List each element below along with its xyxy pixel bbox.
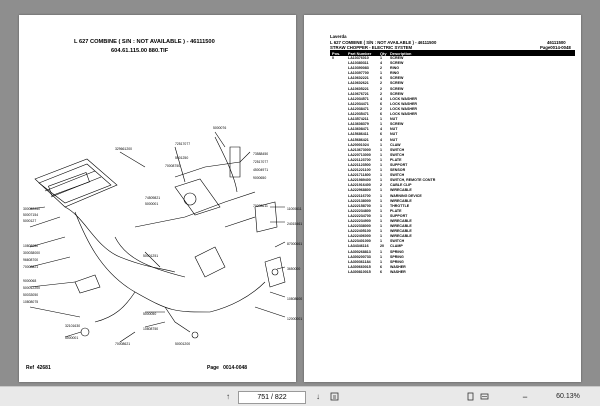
row-part-number: LA12035471: [348, 112, 369, 117]
row-part-number: LA12038471: [348, 106, 369, 111]
svg-text:50033050: 50033050: [23, 293, 39, 297]
row-qty: 1: [380, 162, 382, 167]
row-part-number: LA13608471: [348, 127, 369, 132]
row-part-number: LA10380311: [348, 61, 369, 66]
row-description: NUT: [390, 117, 398, 122]
page-number-box[interactable]: [238, 391, 306, 404]
svg-text:9000650: 9000650: [253, 176, 267, 180]
fit-width-icon[interactable]: [478, 387, 490, 406]
row-description: SCREW: [390, 86, 404, 91]
row-qty: 2: [380, 66, 382, 71]
row-qty: 1: [380, 224, 382, 229]
row-description: LOCK WASHER: [390, 106, 417, 111]
ref-label: Ref 42681: [26, 365, 51, 371]
svg-text:329661200: 329661200: [115, 147, 132, 151]
svg-text:5000001: 5000001: [65, 336, 79, 340]
row-qty: 1: [380, 152, 382, 157]
arrow-up-icon[interactable]: ↑: [226, 392, 230, 401]
row-part-number: LA222234700: [348, 213, 371, 218]
col-qty: Qty: [380, 50, 387, 56]
row-description: CLAW: [390, 142, 401, 147]
svg-text:5000076: 5000076: [213, 126, 227, 130]
svg-text:10808600: 10808600: [287, 297, 303, 301]
row-description: WIRECABLE: [390, 234, 412, 239]
row-qty: 4: [380, 127, 382, 132]
svg-text:72517077: 72517077: [175, 142, 191, 146]
row-qty: 4: [380, 61, 382, 66]
row-pos: 0: [332, 56, 334, 60]
svg-text:5000001: 5000001: [145, 202, 159, 206]
svg-text:74509821: 74509821: [145, 196, 161, 200]
row-part-number: LA300660015: [348, 264, 371, 269]
arrow-down-icon[interactable]: ↓: [316, 392, 320, 401]
row-part-number: LA10390083: [348, 66, 369, 71]
row-part-number: LA10605221: [348, 86, 369, 91]
row-part-number: LA10676721: [348, 91, 369, 96]
row-description: LOCK WASHER: [390, 112, 417, 117]
row-description: NUT: [390, 132, 398, 137]
row-description: NUT: [390, 137, 398, 142]
row-description: SCREW: [390, 91, 404, 96]
row-qty: 1: [380, 259, 382, 264]
row-qty: 1: [380, 249, 382, 254]
table-row: [330, 270, 575, 275]
right-page: [304, 15, 581, 382]
row-qty: 4: [380, 96, 382, 101]
row-qty: 6: [380, 269, 382, 274]
row-description: RING: [390, 66, 399, 71]
row-qty: 1: [380, 168, 382, 173]
row-qty: 1: [380, 71, 382, 76]
row-description: SWITCH: [390, 147, 405, 152]
svg-text:70008611: 70008611: [253, 204, 268, 208]
row-qty: 6: [380, 101, 382, 106]
ref-value: 42681: [36, 365, 51, 371]
row-description: THROTTLE: [390, 203, 410, 208]
svg-text:10808750: 10808750: [143, 327, 159, 331]
svg-text:70008621: 70008621: [115, 342, 131, 346]
row-part-number: LA10602221: [348, 76, 369, 81]
row-description: PLATE: [390, 157, 402, 162]
row-qty: 1: [380, 234, 382, 239]
brand-name: Laverda: [330, 34, 347, 39]
svg-text:72517077: 72517077: [253, 160, 269, 164]
row-qty: 2: [380, 91, 382, 96]
row-description: WIRECABLE: [390, 229, 412, 234]
row-part-number: LA221123500: [348, 162, 371, 167]
row-description: SWITCH: [390, 239, 405, 244]
row-part-number: LA221711800: [348, 173, 371, 178]
svg-text:45004971: 45004971: [253, 168, 269, 172]
row-description: SCREW: [390, 56, 404, 60]
svg-text:300038000: 300038000: [23, 251, 40, 255]
col-part-number: Part Number: [348, 50, 372, 56]
svg-text:5001250: 5001250: [175, 156, 189, 160]
row-description: SCREW: [390, 81, 404, 86]
row-qty: 1: [380, 229, 382, 234]
row-qty: 2: [380, 183, 382, 188]
row-qty: 1: [380, 239, 382, 244]
row-part-number: LA34346116: [348, 244, 369, 249]
row-part-number: LA221989400: [348, 178, 371, 183]
row-qty: 6: [380, 76, 382, 81]
row-qty: 6: [380, 112, 382, 117]
row-description: CABLE CLIP: [390, 183, 412, 188]
row-description: PLATE: [390, 208, 402, 213]
row-part-number: LA222338000: [348, 224, 371, 229]
fit-page-icon[interactable]: [464, 387, 476, 406]
row-qty: 1: [380, 147, 382, 152]
diagram-callout-labels: [23, 126, 302, 346]
row-part-number: LA222968800: [348, 188, 371, 193]
svg-text:24015461: 24015461: [287, 222, 303, 226]
row-qty: 6: [380, 132, 382, 137]
row-qty: 1: [380, 198, 382, 203]
row-description: WIRECABLE: [390, 198, 412, 203]
row-description: SPRING: [390, 254, 404, 259]
right-page-number: 46111500: [547, 40, 566, 45]
row-description: SWITCH: [390, 152, 405, 157]
page-value: 0014-0048: [223, 365, 248, 371]
row-part-number: LA222234800: [348, 208, 371, 213]
viewer-toolbar: [0, 386, 600, 406]
row-qty: 1: [380, 213, 382, 218]
svg-text:300052250: 300052250: [23, 207, 40, 211]
section-title: STRAW CHOPPER - ELECTRIC SYSTEM: [330, 45, 413, 50]
row-description: WIRECABLE: [390, 224, 412, 229]
row-part-number: LA20001024: [348, 142, 369, 147]
row-part-number: LA222158700: [348, 203, 371, 208]
svg-text:3650000: 3650000: [287, 267, 301, 271]
svg-text:9000068: 9000068: [23, 279, 37, 283]
row-qty: 1: [380, 178, 382, 183]
row-qty: 2: [380, 106, 382, 111]
svg-text:50007154: 50007154: [23, 213, 39, 217]
row-part-number: LA222138000: [348, 198, 371, 203]
row-part-number: LA10376010: [348, 56, 369, 60]
row-part-number: LA15686411: [348, 132, 369, 137]
row-description: SUPPORT: [390, 162, 408, 167]
row-description: RING: [390, 71, 399, 76]
row-description: WASHER: [390, 269, 406, 274]
row-qty: 1: [380, 193, 382, 198]
row-description: CLAMP: [390, 244, 403, 249]
col-pos: Pos.: [332, 50, 341, 56]
row-part-number: LA10602621: [348, 81, 369, 86]
row-description: SCREW: [390, 76, 404, 81]
row-part-number: LA223401000: [348, 239, 371, 244]
row-part-number: LA221123700: [348, 157, 371, 162]
row-description: WASHER: [390, 264, 406, 269]
row-qty: 1: [380, 157, 382, 162]
svg-text:96608700: 96608700: [23, 258, 39, 262]
zoom-out-icon[interactable]: −: [522, 391, 528, 402]
page-separator: /: [271, 394, 273, 401]
svg-text:50001251: 50001251: [143, 254, 159, 258]
row-qty: 1: [380, 254, 382, 259]
left-page-title: L 627 COMBINE ( S/N : NOT AVAILABLE ) - 46111500: [74, 39, 215, 45]
row-qty: 1: [380, 208, 382, 213]
row-description: SPRING: [390, 259, 404, 264]
svg-text:70008750: 70008750: [165, 164, 181, 168]
right-page-ref: Page0014-0048: [540, 45, 571, 50]
row-part-number: LA222234900: [348, 219, 371, 223]
current-page: 751: [257, 394, 270, 401]
row-qty: 20: [380, 244, 384, 249]
svg-text:10808075: 10808075: [23, 300, 39, 304]
svg-text:10808080: 10808080: [23, 244, 39, 248]
row-qty: 6: [380, 264, 382, 269]
row-description: LOCK WASHER: [390, 96, 417, 101]
row-part-number: LA13608379: [348, 122, 369, 127]
svg-text:32101630: 32101630: [65, 324, 81, 328]
row-qty: 1: [380, 142, 382, 147]
parts-table-body: [330, 56, 575, 275]
svg-text:73588450: 73588450: [253, 152, 269, 156]
row-qty: 4: [380, 137, 382, 142]
left-page-subtitle: 604.61.115.00 880.TIF: [111, 48, 169, 54]
row-part-number: LA300200733: [348, 254, 371, 259]
svg-text:12000001: 12000001: [287, 317, 303, 321]
row-part-number: LA221221100: [348, 168, 371, 173]
col-description: Description: [390, 50, 412, 56]
row-description: WARNING DEVICE: [390, 193, 422, 198]
total-pages: 822: [274, 394, 287, 401]
zoom-level[interactable]: 60.13%: [556, 393, 580, 400]
row-part-number: LA10397700: [348, 71, 369, 76]
row-description: SPRING: [390, 249, 404, 254]
svg-text:500012200: 500012200: [23, 286, 40, 290]
row-description: LOCK WASHER: [390, 101, 417, 106]
row-qty: 1: [380, 117, 382, 122]
row-qty: 1: [380, 188, 382, 193]
row-part-number: LA13574211: [348, 117, 369, 122]
row-part-number: LA222405100: [348, 229, 371, 234]
row-description: SWITCH, REMOTE CONTR: [390, 178, 436, 183]
svg-text:70008821: 70008821: [23, 265, 39, 269]
exploded-parts-diagram: [23, 107, 303, 352]
row-part-number: LA221916400: [348, 183, 371, 188]
left-page: [19, 15, 303, 382]
svg-text:87000661: 87000661: [287, 242, 303, 246]
page-ref: Page 0014-0048: [207, 365, 248, 371]
row-description: SCREW: [390, 122, 404, 127]
row-part-number: LA12034471: [348, 101, 369, 106]
svg-text:50001200: 50001200: [175, 342, 191, 346]
svg-text:5000050: 5000050: [143, 312, 157, 316]
row-qty: 1: [380, 173, 382, 178]
row-part-number: LA220713000: [348, 152, 371, 157]
row-qty: 1: [380, 219, 382, 223]
row-description: SCREW: [390, 61, 404, 66]
row-description: SENSOR: [390, 168, 406, 173]
row-part-number: LA15686421: [348, 137, 369, 142]
svg-text:5000127: 5000127: [23, 219, 37, 223]
row-qty: 2: [380, 86, 382, 91]
row-description: SWITCH: [390, 173, 405, 178]
row-part-number: LA300361184: [348, 259, 371, 264]
row-description: NUT: [390, 127, 398, 132]
right-page-title: L 627 COMBINE ( S/N : NOT AVAILABLE ) - 46111500: [330, 40, 437, 45]
page-nav-icon[interactable]: [328, 387, 340, 406]
row-qty: 1: [380, 56, 382, 60]
svg-text:11000611: 11000611: [287, 207, 302, 211]
row-part-number: LA300810015: [348, 269, 371, 274]
row-description: WIRECABLE: [390, 188, 412, 193]
row-part-number: LA222116700: [348, 193, 371, 198]
row-part-number: LA300268813: [348, 249, 371, 254]
row-description: WIRECABLE: [390, 219, 412, 223]
row-description: SUPPORT: [390, 213, 408, 218]
row-part-number: LA12034571: [348, 96, 369, 101]
row-part-number: LA222406000: [348, 234, 371, 239]
row-part-number: LA213673000: [348, 147, 371, 152]
row-qty: 2: [380, 81, 382, 86]
row-qty: 1: [380, 122, 382, 127]
row-qty: 1: [380, 203, 382, 208]
